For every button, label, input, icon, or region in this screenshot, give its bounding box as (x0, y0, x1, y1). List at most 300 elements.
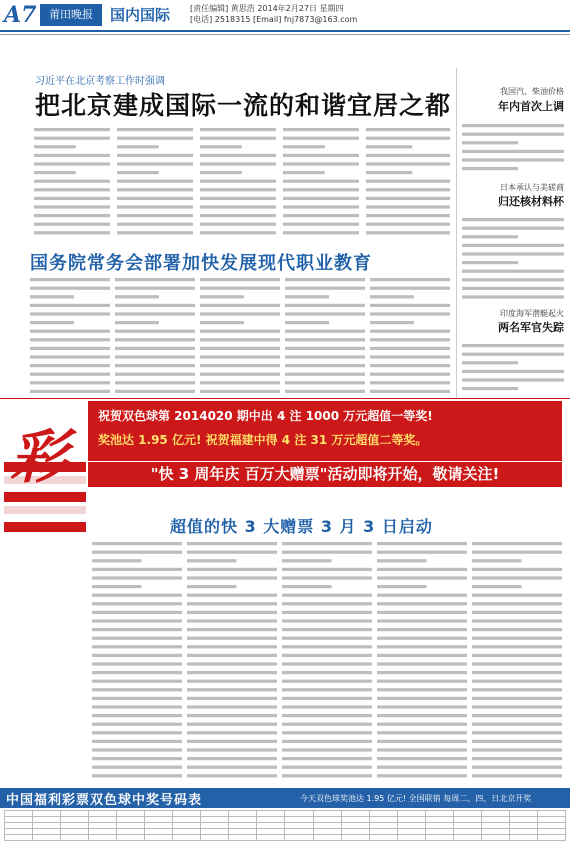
text-line (377, 637, 467, 640)
ad-body-col-3 (282, 540, 372, 780)
text-line (377, 774, 467, 777)
text-line (472, 551, 562, 554)
text-line (283, 180, 359, 183)
text-line (115, 364, 195, 367)
text-line (200, 347, 280, 350)
text-line (30, 381, 110, 384)
text-line (34, 205, 110, 208)
text-line (377, 585, 427, 588)
text-line (462, 150, 564, 153)
text-line (370, 295, 414, 298)
text-line (187, 740, 277, 743)
ad-body-col-2 (187, 540, 277, 780)
text-line (462, 235, 518, 238)
text-placeholder (30, 276, 110, 394)
text-line (285, 330, 365, 333)
text-line (187, 645, 277, 648)
ad-body-col-4 (377, 540, 467, 780)
text-line (92, 731, 182, 734)
text-line (283, 197, 359, 200)
text-line (285, 312, 365, 315)
text-line (30, 312, 110, 315)
text-line (472, 757, 562, 760)
text-line (462, 261, 518, 264)
text-line (30, 355, 110, 358)
text-line (117, 231, 193, 234)
text-line (282, 766, 372, 769)
ad-decor-block (4, 522, 86, 532)
text-line (117, 197, 193, 200)
text-line (370, 330, 450, 333)
text-line (115, 278, 195, 281)
text-line (462, 287, 564, 290)
text-line (472, 654, 562, 657)
text-line (472, 705, 562, 708)
text-line (377, 576, 467, 579)
text-line (92, 697, 182, 700)
text-line (200, 197, 276, 200)
text-line (92, 671, 182, 674)
text-line (92, 628, 182, 631)
text-line (92, 542, 182, 545)
text-line (377, 542, 467, 545)
text-line (282, 602, 372, 605)
text-line (92, 611, 182, 614)
text-line (30, 287, 110, 290)
text-line (472, 714, 562, 717)
text-line (200, 364, 280, 367)
text-line (472, 671, 562, 674)
text-line (377, 602, 467, 605)
text-line (117, 223, 193, 226)
text-line (282, 688, 372, 691)
text-line (200, 381, 280, 384)
sidebar-story2-kicker: 日本承认与美磋商 (500, 183, 564, 192)
text-line (462, 252, 564, 255)
lead-body-col-2 (117, 126, 193, 239)
text-line (187, 576, 277, 579)
ad-banner (88, 401, 562, 461)
text-line (30, 347, 110, 350)
text-line (30, 321, 74, 324)
text-line (187, 680, 277, 683)
text-line (200, 312, 280, 315)
section-title: 国内国际 (110, 6, 171, 24)
text-line (200, 355, 280, 358)
text-line (377, 611, 467, 614)
ad-big-character: 彩 (10, 423, 69, 491)
text-line (472, 680, 562, 683)
text-line (462, 244, 564, 247)
text-line (187, 774, 277, 777)
text-line (370, 304, 450, 307)
text-line (377, 697, 467, 700)
text-line (200, 154, 276, 157)
text-line (366, 205, 450, 208)
text-line (200, 188, 276, 191)
text-line (377, 628, 467, 631)
text-line (34, 171, 76, 174)
text-line (92, 654, 182, 657)
text-line (285, 304, 365, 307)
text-placeholder (187, 540, 277, 780)
lead-body-col-3 (200, 126, 276, 239)
text-line (377, 766, 467, 769)
text-line (462, 270, 564, 273)
text-line (462, 167, 518, 170)
text-line (472, 619, 562, 622)
sidebar-story3-body (462, 342, 564, 394)
text-line (370, 321, 414, 324)
text-line (117, 171, 159, 174)
text-line (200, 287, 280, 290)
text-line (366, 231, 450, 234)
text-line (377, 740, 467, 743)
text-line (377, 671, 467, 674)
text-line (34, 188, 110, 191)
text-line (462, 133, 564, 136)
text-line (92, 723, 182, 726)
text-line (30, 330, 110, 333)
text-line (282, 774, 372, 777)
text-placeholder (472, 540, 562, 780)
text-line (370, 390, 450, 393)
text-line (282, 645, 372, 648)
text-line (34, 128, 110, 131)
text-line (472, 766, 562, 769)
text-line (472, 542, 562, 545)
text-line (462, 361, 518, 364)
text-line (200, 180, 276, 183)
text-line (34, 197, 110, 200)
text-line (283, 188, 359, 191)
text-line (200, 278, 280, 281)
text-line (462, 353, 564, 356)
text-line (472, 628, 562, 631)
text-line (285, 295, 329, 298)
text-line (187, 559, 237, 562)
text-line (285, 390, 365, 393)
text-line (200, 205, 276, 208)
text-line (115, 373, 195, 376)
text-line (377, 645, 467, 648)
text-line (115, 355, 195, 358)
text-line (200, 304, 280, 307)
text-line (462, 344, 564, 347)
text-line (187, 671, 277, 674)
text-line (472, 662, 562, 665)
text-line (92, 766, 182, 769)
text-line (117, 205, 193, 208)
text-line (115, 381, 195, 384)
text-line (30, 304, 110, 307)
text-line (283, 223, 359, 226)
text-line (200, 330, 280, 333)
text-placeholder (462, 342, 564, 394)
text-line (282, 705, 372, 708)
text-line (377, 680, 467, 683)
text-placeholder (366, 126, 450, 239)
meta-line-2: [电话] 2518315 [Email] fnj7873@163.com (190, 15, 358, 24)
text-line (92, 662, 182, 665)
text-line (115, 390, 195, 393)
text-line (92, 551, 182, 554)
text-line (30, 364, 110, 367)
text-line (200, 137, 276, 140)
text-line (366, 145, 412, 148)
page-header (0, 0, 570, 44)
text-line (92, 568, 182, 571)
text-line (187, 723, 277, 726)
ad-headline: 超值的快 3 大赠票 3 月 3 日启动 (170, 517, 433, 536)
text-line (370, 312, 450, 315)
text-line (370, 381, 450, 384)
ad-body-col-1 (92, 540, 182, 780)
text-line (187, 688, 277, 691)
text-line (92, 576, 182, 579)
text-line (462, 370, 564, 373)
text-line (34, 231, 110, 234)
text-line (117, 180, 193, 183)
text-line (282, 662, 372, 665)
text-line (200, 171, 242, 174)
text-line (472, 645, 562, 648)
text-line (92, 714, 182, 717)
text-line (377, 619, 467, 622)
text-line (282, 611, 372, 614)
text-line (187, 602, 277, 605)
text-line (366, 162, 450, 165)
text-line (377, 748, 467, 751)
text-line (115, 321, 159, 324)
text-line (462, 295, 564, 298)
text-line (187, 637, 277, 640)
text-placeholder (282, 540, 372, 780)
text-line (200, 295, 244, 298)
text-line (187, 619, 277, 622)
ad-subline: "快 3 周年庆 百万大赠票"活动即将开始，敬请关注! (88, 462, 562, 487)
text-line (370, 355, 450, 358)
winning-numbers-grid (4, 810, 566, 841)
text-line (187, 705, 277, 708)
text-line (282, 619, 372, 622)
text-placeholder (370, 276, 450, 394)
text-line (366, 171, 412, 174)
text-line (187, 714, 277, 717)
text-line (285, 355, 365, 358)
text-placeholder (377, 540, 467, 780)
text-placeholder (462, 216, 564, 300)
sidebar-story2-body (462, 216, 564, 300)
text-line (282, 585, 332, 588)
text-line (282, 568, 372, 571)
text-line (377, 568, 467, 571)
text-line (285, 278, 365, 281)
text-line (117, 128, 193, 131)
text-line (115, 330, 195, 333)
text-line (377, 688, 467, 691)
text-line (117, 188, 193, 191)
text-line (285, 338, 365, 341)
text-placeholder (92, 540, 182, 780)
second-body-col-4 (285, 276, 365, 394)
text-line (282, 542, 372, 545)
text-placeholder (200, 276, 280, 394)
text-line (283, 145, 325, 148)
sidebar-story1-headline: 年内首次上调 (498, 100, 564, 113)
text-line (366, 128, 450, 131)
text-line (282, 731, 372, 734)
text-line (282, 594, 372, 597)
text-line (34, 137, 110, 140)
text-line (92, 688, 182, 691)
text-line (285, 381, 365, 384)
text-line (117, 214, 193, 217)
text-line (283, 231, 359, 234)
table-row (5, 835, 566, 841)
text-line (282, 671, 372, 674)
text-line (283, 205, 359, 208)
text-line (285, 373, 365, 376)
text-line (115, 347, 195, 350)
text-line (115, 312, 195, 315)
text-line (115, 295, 159, 298)
text-line (187, 568, 277, 571)
text-line (282, 628, 372, 631)
text-line (30, 338, 110, 341)
text-line (117, 145, 159, 148)
text-line (34, 145, 76, 148)
text-line (472, 697, 562, 700)
text-line (282, 723, 372, 726)
text-line (115, 304, 195, 307)
text-line (115, 287, 195, 290)
text-line (370, 373, 450, 376)
page-number: A7 (4, 2, 37, 28)
text-placeholder (115, 276, 195, 394)
ad-body-col-5 (472, 540, 562, 780)
second-body-col-3 (200, 276, 280, 394)
text-line (282, 757, 372, 760)
text-line (34, 223, 110, 226)
text-line (370, 364, 450, 367)
text-line (187, 585, 237, 588)
text-line (30, 390, 110, 393)
text-line (377, 714, 467, 717)
text-line (462, 387, 518, 390)
text-line (282, 637, 372, 640)
text-line (285, 321, 329, 324)
text-line (187, 628, 277, 631)
text-line (117, 162, 193, 165)
ad-banner-line-1: 祝贺双色球第 2014020 期中出 4 注 1000 万元超值一等奖! (98, 409, 433, 423)
text-line (92, 748, 182, 751)
text-line (462, 218, 564, 221)
text-placeholder (200, 126, 276, 239)
text-line (34, 180, 110, 183)
text-line (366, 214, 450, 217)
text-line (462, 278, 564, 281)
sidebar-story2-headline: 归还核材料杯 (498, 195, 564, 208)
text-line (34, 214, 110, 217)
text-line (462, 158, 564, 161)
text-line (283, 171, 325, 174)
text-line (200, 373, 280, 376)
text-line (92, 645, 182, 648)
text-line (370, 347, 450, 350)
second-body-col-2 (115, 276, 195, 394)
text-line (472, 688, 562, 691)
text-line (472, 568, 562, 571)
text-line (472, 740, 562, 743)
text-line (92, 602, 182, 605)
text-line (377, 551, 467, 554)
text-line (200, 338, 280, 341)
text-line (187, 757, 277, 760)
text-line (472, 594, 562, 597)
text-line (187, 611, 277, 614)
ad-banner-line-2: 奖池达 1.95 亿元! 祝贺福建中得 4 注 31 万元超值二等奖。 (98, 433, 428, 447)
text-line (462, 378, 564, 381)
text-line (92, 637, 182, 640)
text-line (282, 680, 372, 683)
text-placeholder (283, 126, 359, 239)
text-line (187, 731, 277, 734)
text-line (92, 740, 182, 743)
text-placeholder (462, 122, 564, 174)
text-line (377, 757, 467, 760)
editor-meta (190, 3, 357, 25)
text-line (282, 740, 372, 743)
text-line (200, 231, 276, 234)
text-line (187, 654, 277, 657)
text-line (377, 662, 467, 665)
text-line (462, 124, 564, 127)
text-line (200, 390, 280, 393)
text-placeholder (285, 276, 365, 394)
text-line (282, 576, 372, 579)
text-line (34, 162, 110, 165)
second-headline: 国务院常务会部署加快发展现代职业教育 (30, 253, 372, 274)
text-line (285, 364, 365, 367)
lead-body-col-5 (366, 126, 450, 239)
text-line (462, 141, 518, 144)
text-line (282, 714, 372, 717)
second-body-col-5 (370, 276, 450, 394)
text-line (282, 654, 372, 657)
text-line (187, 551, 277, 554)
text-line (92, 594, 182, 597)
lead-body-col-1 (34, 126, 110, 239)
text-line (285, 287, 365, 290)
text-line (282, 559, 332, 562)
text-line (282, 748, 372, 751)
ad-decor-block (4, 506, 86, 514)
header-rule (0, 30, 570, 32)
text-line (366, 137, 450, 140)
text-line (377, 594, 467, 597)
text-line (366, 180, 450, 183)
text-line (187, 542, 277, 545)
text-placeholder (34, 126, 110, 239)
text-line (115, 338, 195, 341)
header-thin-rule (0, 34, 570, 35)
text-line (472, 774, 562, 777)
text-line (370, 338, 450, 341)
text-line (377, 731, 467, 734)
text-line (283, 214, 359, 217)
text-line (92, 585, 142, 588)
